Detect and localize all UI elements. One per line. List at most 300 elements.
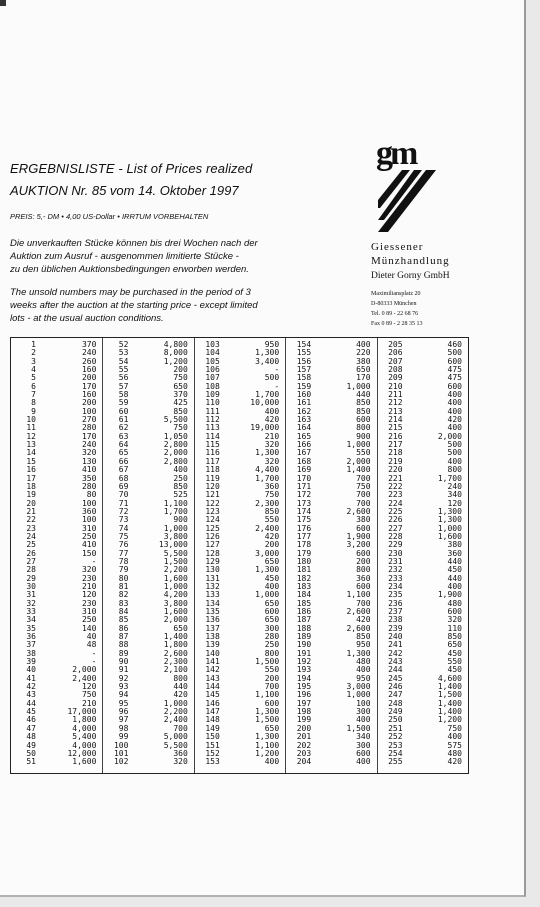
lot-number: 131 [205,573,220,583]
lot-number: 132 [205,581,220,591]
lot-number: 234 [388,581,403,591]
lot-number: 75 [118,531,129,541]
realized-price: 500 [447,440,462,450]
realized-price: 370 [81,340,97,349]
realized-price: 220 [356,348,371,358]
realized-price: 650 [264,723,280,733]
company-owner: Dieter Gorny GmbH [371,271,450,281]
realized-price: 380 [356,356,371,366]
realized-price: 2,600 [346,506,371,516]
realized-price: 950 [356,673,371,683]
auction-title: AUKTION Nr. 85 vom 14. Oktober 1997 [10,183,239,198]
realized-price: 120 [447,498,462,508]
realized-price: 5,500 [163,740,188,750]
lot-number: 43 [26,690,36,700]
realized-price: 2,300 [163,657,188,667]
realized-price: 2,600 [346,623,371,633]
realized-price: 40 [86,632,97,642]
lot-number: 61 [118,415,129,425]
lot-number: 28 [26,565,36,575]
realized-price: 5,000 [163,732,188,742]
realized-price: 170 [81,431,97,441]
realized-price: 3,400 [255,356,280,366]
lot-number: 219 [388,456,403,466]
realized-price: 1,300 [437,506,462,516]
lot-number: 251 [388,723,403,733]
lot-number: 93 [118,682,129,692]
lot-number: 201 [296,732,312,742]
realized-price: 700 [173,723,188,733]
realized-price: 380 [356,515,371,525]
lot-number: 9 [31,406,36,416]
realized-price: 340 [356,732,371,742]
notice-english [10,286,340,325]
notice-en-line: lots - at the usual auction conditions. [10,313,164,324]
lot-number: 157 [296,365,312,375]
company-address-city: D-80333 München [371,301,417,307]
lot-number: 12 [26,431,36,441]
realized-price: - [91,657,97,667]
lot-number: 64 [118,440,129,450]
realized-price: 240 [81,348,97,358]
lot-number: 99 [118,732,129,742]
lot-number: 210 [388,381,403,391]
lot-number: 16 [26,465,36,475]
lot-number: 49 [26,740,36,750]
realized-price: 1,900 [346,531,371,541]
lot-number: 158 [296,373,312,383]
lot-number: 151 [205,740,220,750]
lot-number: 215 [388,423,403,433]
lot-number: 247 [388,690,403,700]
realized-price: 1,000 [346,690,371,700]
lot-number: 94 [118,690,129,700]
lot-number: 3 [31,356,36,366]
realized-price: 10,000 [250,398,280,408]
realized-price: 100 [81,515,97,525]
lot-number: 233 [388,573,403,583]
lot-number: 223 [388,490,403,500]
realized-price: 850 [356,406,371,416]
lot-number: 54 [118,356,129,366]
notice-de-line: Die unverkauften Stücke können bis drei Wochen nach der [10,238,258,249]
realized-price: 550 [264,515,280,525]
lot-number: 150 [205,732,220,742]
realized-price: 2,300 [255,498,280,508]
svg-text:gm: gm [376,138,416,172]
realized-price: 1,300 [255,732,280,742]
lot-number: 134 [205,598,220,608]
realized-price: 5,500 [163,415,188,425]
realized-price: 480 [356,657,371,667]
realized-price: 700 [356,498,371,508]
lot-number: 209 [388,373,403,383]
realized-price: - [91,556,97,566]
lot-number: 218 [388,448,403,458]
lot-number: 34 [26,615,36,625]
notice-de-line: Auktion zum Ausruf - ausgenommen limitierte Stücke - [10,251,239,262]
lot-number: 162 [296,406,312,416]
realized-price: 5,400 [72,732,97,742]
lot-number: 13 [26,440,36,450]
realized-price: 1,200 [255,748,280,758]
realized-price: 230 [81,573,97,583]
lot-number: 250 [388,715,403,725]
realized-price: 100 [81,498,97,508]
lot-number: 220 [388,465,403,475]
price-table [10,337,469,774]
lot-number: 255 [388,757,403,767]
realized-price: 17,000 [67,707,97,717]
realized-price: 200 [264,540,280,550]
lot-number: 222 [388,481,403,491]
realized-price: - [274,365,280,375]
realized-price: 1,500 [163,556,188,566]
lot-number: 195 [296,682,312,692]
lot-number: 113 [205,423,220,433]
realized-price: 750 [81,690,97,700]
realized-price: 500 [447,348,462,358]
realized-price: 100 [81,406,97,416]
realized-price: 380 [447,540,462,550]
realized-price: 420 [356,615,371,625]
lot-number: 242 [388,648,403,658]
realized-price: 120 [81,682,97,692]
realized-price: 150 [81,548,97,558]
lot-number: 95 [118,698,129,708]
realized-price: 450 [447,565,462,575]
lot-number: 76 [118,540,129,550]
realized-price: 200 [173,365,188,375]
lot-number: 168 [296,456,312,466]
lot-number: 225 [388,506,403,516]
lot-number: 190 [296,640,312,650]
lot-number: 42 [26,682,36,692]
lot-number: 104 [205,348,220,358]
realized-price: 1,400 [437,698,462,708]
realized-price: 3,800 [163,531,188,541]
lot-number: 35 [26,623,36,633]
lot-number: 121 [205,490,220,500]
lot-number: 253 [388,740,403,750]
price-row [378,758,468,766]
realized-price: 13,000 [158,540,188,550]
company-name-line2: Münzhandlung [371,255,450,267]
realized-price: 4,600 [437,673,462,683]
lot-number: 2 [31,348,36,358]
realized-price: 800 [264,648,280,658]
lot-number: 196 [296,690,312,700]
lot-number: 58 [118,390,129,400]
realized-price: 1,700 [255,390,280,400]
lot-number: 231 [388,556,403,566]
realized-price: 19,000 [250,423,280,433]
lot-number: 237 [388,607,403,616]
realized-price: 950 [264,340,280,349]
realized-price: 4,000 [72,740,97,750]
realized-price: 1,500 [255,657,280,667]
realized-price: 850 [447,632,462,642]
realized-price: 500 [447,448,462,458]
notice-de-line: zu den üblichen Auktionsbedingungen erworben werden. [10,264,249,275]
lot-number: 147 [205,707,220,717]
realized-price: 700 [356,598,371,608]
lot-number: 51 [26,757,36,767]
lot-number: 240 [388,632,403,642]
realized-price: 750 [264,490,280,500]
lot-number: 40 [26,665,36,675]
price-row [195,758,285,766]
notice-en-line: The unsold numbers may be purchased in the period of 3 [10,287,251,298]
notice-german [10,237,340,276]
lot-number: 138 [205,632,220,642]
lot-number: 148 [205,715,220,725]
realized-price: 480 [447,598,462,608]
realized-price: 1,000 [255,590,280,600]
lot-number: 229 [388,540,403,550]
realized-price: 400 [173,465,188,475]
lot-number: 191 [296,648,312,658]
realized-price: 2,100 [163,665,188,675]
lot-number: 108 [205,381,220,391]
realized-price: 1,700 [163,506,188,516]
realized-price: 1,000 [346,381,371,391]
lot-number: 100 [113,740,129,750]
lot-number: 90 [118,657,129,667]
lot-number: 205 [388,340,403,349]
lot-number: 47 [26,723,36,733]
lot-number: 88 [118,640,129,650]
lot-number: 211 [388,390,403,400]
realized-price: 2,800 [163,440,188,450]
lot-number: 126 [205,531,220,541]
realized-price: 475 [447,365,462,375]
lot-number: 175 [296,515,312,525]
lot-number: 124 [205,515,220,525]
realized-price: 240 [447,481,462,491]
lot-number: 161 [296,398,312,408]
list-title: ERGEBNISLISTE - List of Prices realized [10,161,253,176]
lot-number: 105 [205,356,220,366]
lot-number: 7 [31,390,36,400]
realized-price: 400 [264,757,280,767]
lot-number: 102 [113,757,129,767]
lot-number: 39 [26,657,36,667]
lot-number: 235 [388,590,403,600]
realized-price: 1,600 [163,607,188,616]
lot-number: 44 [26,698,36,708]
lot-number: 21 [26,506,36,516]
realized-price: 12,000 [67,748,97,758]
realized-price: 400 [356,757,371,767]
lot-number: 155 [296,348,312,358]
realized-price: 600 [264,607,280,616]
lot-number: 146 [205,698,220,708]
realized-price: 1,300 [255,348,280,358]
price-column [377,338,468,773]
realized-price: 250 [173,473,188,483]
realized-price: 360 [264,481,280,491]
lot-number: 165 [296,431,312,441]
company-address-street: Maximiliansplatz 20 [371,291,421,297]
realized-price: 400 [356,715,371,725]
realized-price: 600 [264,698,280,708]
realized-price: 550 [264,665,280,675]
realized-price: 500 [264,373,280,383]
realized-price: 370 [173,390,188,400]
realized-price: 360 [356,573,371,583]
lot-number: 116 [205,448,220,458]
lot-number: 97 [118,715,129,725]
realized-price: 4,800 [163,340,188,349]
realized-price: 2,000 [163,448,188,458]
price-row [286,758,376,766]
lot-number: 167 [296,448,312,458]
realized-price: 250 [81,531,97,541]
realized-price: 210 [81,581,97,591]
lot-number: 5 [31,373,36,383]
lot-number: 199 [296,715,312,725]
lot-number: 192 [296,657,312,667]
realized-price: 160 [81,390,97,400]
realized-price: 600 [447,356,462,366]
lot-number: 208 [388,365,403,375]
realized-price: 360 [447,548,462,558]
realized-price: 440 [173,682,188,692]
lot-number: 160 [296,390,312,400]
price-column [285,338,376,773]
realized-price: 280 [81,481,97,491]
lot-number: 166 [296,440,312,450]
lot-number: 217 [388,440,403,450]
lot-number: 188 [296,623,312,633]
lot-number: 202 [296,740,312,750]
realized-price: 440 [356,390,371,400]
realized-price: 400 [447,390,462,400]
lot-number: 55 [118,365,129,375]
realized-price: 1,800 [163,640,188,650]
price-note: PREIS: 5,- DM • 4,00 US-Dollar • IRRTUM VORBEHALTEN [10,212,209,221]
lot-number: 62 [118,423,129,433]
lot-number: 11 [26,423,36,433]
lot-number: 198 [296,707,312,717]
lot-number: 65 [118,448,129,458]
lot-number: 87 [118,632,129,642]
lot-number: 137 [205,623,220,633]
lot-number: 59 [118,398,129,408]
realized-price: 650 [264,556,280,566]
realized-price: 600 [356,748,371,758]
lot-number: 38 [26,648,36,658]
realized-price: 1,400 [163,632,188,642]
lot-number: 72 [118,506,129,516]
realized-price: 1,000 [163,523,188,533]
lot-number: 254 [388,748,403,758]
realized-price: 420 [264,531,280,541]
realized-price: 410 [81,465,97,475]
realized-price: 3,000 [255,548,280,558]
realized-price: 2,000 [72,665,97,675]
realized-price: 3,200 [346,540,371,550]
realized-price: 320 [81,565,97,575]
lot-number: 1 [31,340,36,349]
lot-number: 120 [205,481,220,491]
realized-price: 420 [264,415,280,425]
lot-number: 181 [296,565,312,575]
lot-number: 37 [26,640,36,650]
lot-number: 81 [118,581,129,591]
lot-number: 30 [26,581,36,591]
lot-number: 86 [118,623,129,633]
lot-number: 71 [118,498,129,508]
realized-price: 1,300 [255,707,280,717]
lot-number: 127 [205,540,220,550]
realized-price: 420 [447,757,462,767]
realized-price: 475 [447,373,462,383]
lot-number: 246 [388,682,403,692]
realized-price: 3,800 [163,598,188,608]
realized-price: 1,100 [346,590,371,600]
lot-number: 57 [118,381,129,391]
lot-number: 252 [388,732,403,742]
realized-price: 600 [356,581,371,591]
realized-price: 340 [447,490,462,500]
lot-number: 125 [205,523,220,533]
realized-price: 360 [173,748,188,758]
lot-number: 200 [296,723,312,733]
lot-number: 23 [26,523,36,533]
realized-price: 350 [81,473,97,483]
realized-price: 300 [264,623,280,633]
realized-price: 650 [264,615,280,625]
lot-number: 154 [296,340,312,349]
realized-price: 1,300 [255,565,280,575]
lot-number: 193 [296,665,312,675]
realized-price: 140 [81,623,97,633]
realized-price: 850 [356,398,371,408]
lot-number: 241 [388,640,403,650]
realized-price: 850 [264,506,280,516]
lot-number: 227 [388,523,403,533]
lot-number: 156 [296,356,312,366]
lot-number: 239 [388,623,403,633]
realized-price: 110 [447,623,462,633]
lot-number: 24 [26,531,36,541]
realized-price: 2,600 [163,648,188,658]
realized-price: 4,400 [255,465,280,475]
realized-price: 650 [173,381,188,391]
realized-price: 170 [356,373,371,383]
lot-number: 10 [26,415,36,425]
realized-price: 400 [447,456,462,466]
lot-number: 46 [26,715,36,725]
realized-price: 650 [447,640,462,650]
realized-price: 4,200 [163,590,188,600]
realized-price: 2,400 [163,715,188,725]
notice-en-line: weeks after the auction at the starting price - except limited [10,300,258,311]
realized-price: 800 [173,673,188,683]
lot-number: 203 [296,748,312,758]
lot-number: 141 [205,657,220,667]
lot-number: 142 [205,665,220,675]
realized-price: 1,300 [255,448,280,458]
realized-price: 100 [356,698,371,708]
lot-number: 84 [118,607,129,616]
lot-number: 111 [205,406,220,416]
lot-number: 106 [205,365,220,375]
lot-number: 109 [205,390,220,400]
realized-price: 1,000 [163,698,188,708]
